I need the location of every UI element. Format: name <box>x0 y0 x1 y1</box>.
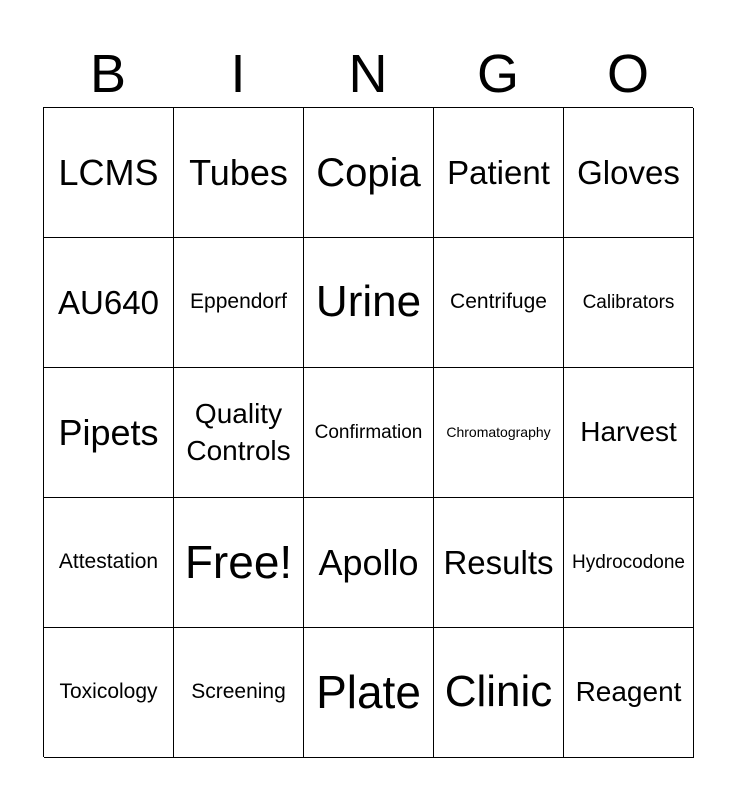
cell-text: Copia <box>316 150 421 195</box>
cell-text: Plate <box>316 666 421 719</box>
cell-text: Calibrators <box>582 291 675 313</box>
header-letter-o: O <box>606 44 649 104</box>
bingo-cell[interactable] <box>174 368 304 498</box>
bingo-header <box>43 42 693 106</box>
bingo-cell[interactable] <box>304 368 434 498</box>
cell-text: Screening <box>191 680 286 704</box>
cell-text: Quality Controls <box>186 398 291 466</box>
cell-text: Toxicology <box>59 680 158 704</box>
bingo-cell[interactable] <box>44 368 174 498</box>
header-letter-i: I <box>230 44 246 104</box>
bingo-cell[interactable] <box>304 108 434 238</box>
cell-text: LCMS <box>58 151 159 193</box>
bingo-cell[interactable] <box>564 628 694 758</box>
bingo-cell[interactable] <box>434 628 564 758</box>
cell-text: Gloves <box>577 153 680 191</box>
bingo-cell[interactable] <box>564 498 694 628</box>
cell-text: Attestation <box>58 550 159 574</box>
bingo-cell[interactable] <box>564 108 694 238</box>
bingo-cell[interactable] <box>174 108 304 238</box>
cell-text: AU640 <box>58 283 159 321</box>
bingo-cell[interactable] <box>44 498 174 628</box>
bingo-cell[interactable] <box>564 238 694 368</box>
bingo-cell[interactable] <box>44 628 174 758</box>
bingo-cell[interactable] <box>44 108 174 238</box>
cell-text: Patient <box>447 153 550 191</box>
cell-text: Pipets <box>58 411 159 453</box>
bingo-cell[interactable] <box>434 108 564 238</box>
cell-text: Reagent <box>575 676 682 708</box>
bingo-cell[interactable] <box>434 498 564 628</box>
cell-text: Free! <box>184 536 293 589</box>
cell-text: Urine <box>315 277 422 327</box>
header-letter-b: B <box>89 44 127 104</box>
bingo-cell[interactable] <box>304 628 434 758</box>
bingo-board <box>43 107 693 757</box>
bingo-cell[interactable] <box>564 368 694 498</box>
bingo-cell[interactable] <box>174 628 304 758</box>
bingo-cell[interactable] <box>174 238 304 368</box>
header-letter-n: N <box>348 44 388 104</box>
cell-text: Confirmation <box>314 421 423 443</box>
bingo-cell[interactable] <box>44 238 174 368</box>
bingo-cell[interactable] <box>434 368 564 498</box>
cell-text: Apollo <box>318 541 419 583</box>
cell-text: Tubes <box>189 151 288 193</box>
cell-text: Centrifuge <box>450 290 547 314</box>
header-letter-g: G <box>476 44 519 104</box>
free-space-cell[interactable] <box>174 498 304 628</box>
bingo-cell[interactable] <box>304 498 434 628</box>
bingo-cell[interactable] <box>304 238 434 368</box>
cell-text: Hydrocodone <box>571 551 686 573</box>
cell-text: Clinic <box>444 667 553 717</box>
bingo-cell[interactable] <box>434 238 564 368</box>
cell-text: Chromatography <box>446 424 551 441</box>
cell-text: Harvest <box>580 416 677 448</box>
cell-text: Results <box>443 543 554 581</box>
cell-text: Eppendorf <box>190 290 287 314</box>
